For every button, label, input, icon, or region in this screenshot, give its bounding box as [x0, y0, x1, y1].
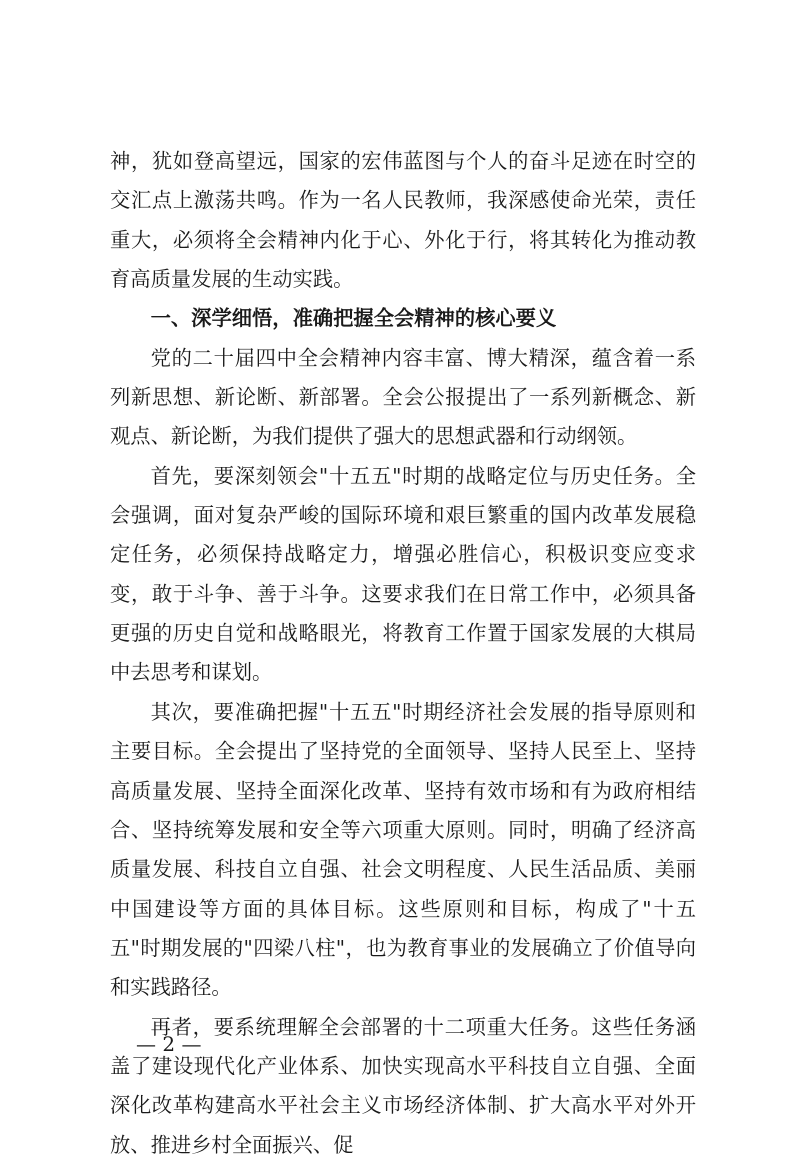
document-body: [110, 142, 696, 1165]
continuation-paragraph: 神，犹如登高望远，国家的宏伟蓝图与个人的奋斗足迹在时空的交汇点上激荡共鸣。作为一名人民教师，我深感使命光荣，责任重大，必须将全会精神内化于心、外化于行，将其转化为推动教育高质量发展的生动实践。: [110, 149, 696, 292]
body-paragraph: 党的二十届四中全会精神内容丰富、博大精深，蕴含着一系列新思想、新论断、新部署。全会公报提出了一系列新概念、新观点、新论断，为我们提供了强大的思想武器和行动纲领。: [110, 345, 696, 449]
section-heading: 一、深学细悟，准确把握全会精神的核心要义: [150, 306, 557, 331]
page-number: — 2 —: [136, 1032, 202, 1056]
body-paragraph: 首先，要深刻领会"十五五"时期的战略定位与历史任务。全会强调，面对复杂严峻的国际环境和艰巨繁重的国内改革发展稳定任务，必须保持战略定力，增强必胜信心，积极识变应变求变，敢于斗争、善于斗争。这要求我们在日常工作中，必须具备更强的历史自觉和战略眼光，将教育工作置于国家发展的大棋局中去思考和谋划。: [110, 463, 696, 685]
body-paragraph: 其次，要准确把握"十五五"时期经济社会发展的指导原则和主要目标。全会提出了坚持党的全面领导、坚持人民至上、坚持高质量发展、坚持全面深化改革、坚持有效市场和有为政府相结合、坚持统筹发展和安全等六项重大原则。同时，明确了经济高质量发展、科技自立自强、社会文明程度、人民生活品质、美丽中国建设等方面的具体目标。这些原则和目标，构成了"十五五"时期发展的"四梁八柱"，也为教育事业的发展确立了价值导向和实践路径。: [110, 699, 696, 1000]
body-paragraph: 再者，要系统理解全会部署的十二项重大任务。这些任务涵盖了建设现代化产业体系、加快实现高水平科技自立自强、全面深化改革构建高水平社会主义市场经济体制、扩大高水平对外开放、推进乡村全面振兴、促: [110, 1014, 696, 1157]
